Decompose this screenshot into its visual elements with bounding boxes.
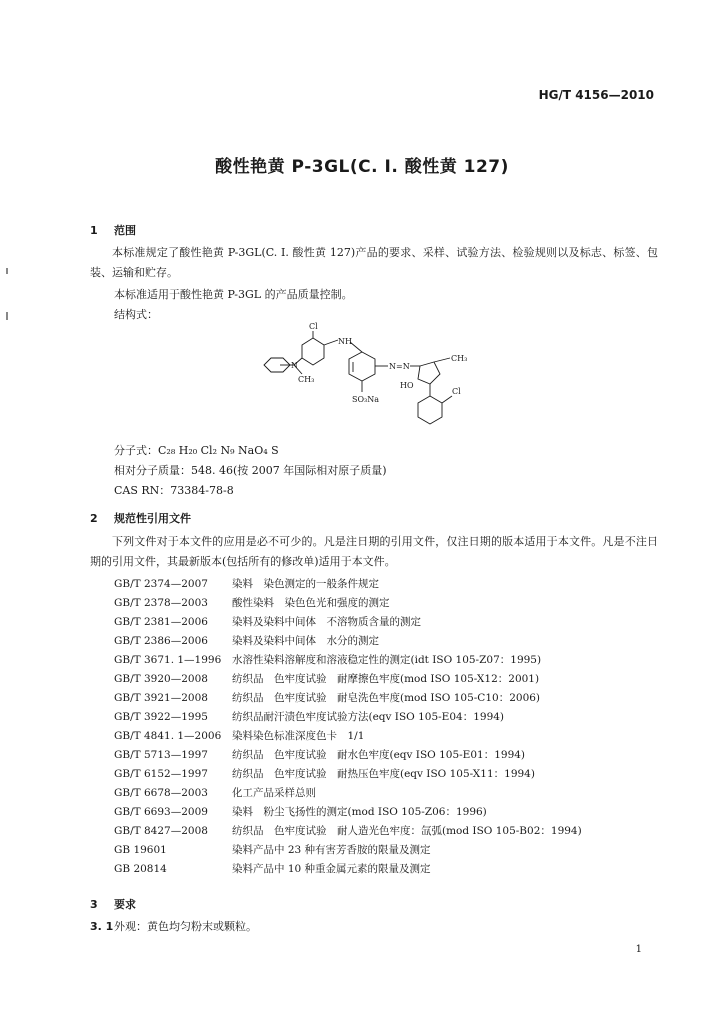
reference-code: GB/T 4841. 1—2006	[114, 730, 222, 742]
section-3-number: 3	[90, 898, 98, 911]
molecular-formula: 分子式：C₂₈ H₂₀ Cl₂ N₉ NaO₄ S	[114, 444, 279, 457]
reference-code: GB/T 3671. 1—1996	[114, 654, 222, 666]
reference-row	[114, 766, 535, 781]
reference-title: 化工产品采样总则	[232, 787, 316, 799]
ch3-left-label: CH₃	[298, 375, 315, 384]
benzene-ring-bottom	[418, 396, 442, 424]
azo-label: N=N	[389, 362, 410, 371]
reference-code: GB/T 2386—2006	[114, 635, 208, 647]
section-3-heading	[90, 896, 136, 912]
triazine-ring	[302, 338, 324, 365]
reference-row	[114, 671, 539, 686]
reference-code: GB/T 8427—2008	[114, 825, 208, 837]
reference-row	[114, 576, 379, 591]
section-2-title: 规范性引用文件	[114, 512, 191, 525]
molecular-mass: 相对分子质量：548. 46(按 2007 年国际相对原子质量)	[114, 464, 387, 477]
reference-row	[114, 747, 525, 762]
reference-title: 染料 染色测定的一般条件规定	[232, 578, 379, 590]
ho-label: HO	[400, 381, 414, 390]
reference-title: 染料及染料中间体 不溶物质含量的测定	[232, 616, 421, 628]
section-1-heading	[90, 222, 136, 238]
reference-title: 纺织品 色牢度试验 耐摩擦色牢度(mod ISO 105-X12：2001)	[232, 673, 540, 685]
margin-mark	[6, 268, 8, 274]
section-1-number: 1	[90, 224, 98, 237]
structure-label: 结构式：	[114, 308, 158, 321]
reference-title: 染料染色标准深度色卡 1/1	[232, 730, 365, 742]
cas-number: CAS RN：73384-78-8	[114, 484, 234, 497]
clause-3-1	[90, 918, 257, 934]
cl-top-label: Cl	[309, 322, 318, 331]
section-3-title: 要求	[114, 898, 136, 911]
reference-code: GB/T 3922—1995	[114, 711, 208, 723]
reference-row	[114, 804, 487, 819]
reference-code: GB/T 2381—2006	[114, 616, 208, 628]
reference-title: 染料产品中 23 种有害芳香胺的限量及测定	[232, 844, 431, 856]
clause-3-1-text: 外观：黄色均匀粉末或颗粒。	[114, 920, 257, 933]
standard-code: HG/T 4156—2010	[538, 88, 654, 102]
reference-code: GB/T 3921—2008	[114, 692, 208, 704]
nh-label: NH	[338, 337, 352, 346]
reference-title: 纺织品 色牢度试验 耐皂洗色牢度(mod ISO 105-C10：2006)	[232, 692, 541, 704]
section-2-heading	[90, 510, 191, 526]
ch3-right-label: CH₃	[451, 354, 468, 363]
reference-code: GB/T 6152—1997	[114, 768, 208, 780]
reference-row	[114, 785, 316, 800]
reference-title: 染料及染料中间体 水分的测定	[232, 635, 379, 647]
page-number: 1	[635, 944, 642, 955]
reference-title: 纺织品 色牢度试验 耐人造光色牢度：氙弧(mod ISO 105-B02：1994)	[232, 825, 582, 837]
reference-code: GB/T 3920—2008	[114, 673, 208, 685]
reference-row	[114, 842, 431, 857]
section-2-number: 2	[90, 512, 98, 525]
reference-title: 染料产品中 10 种重金属元素的限量及测定	[232, 863, 431, 875]
so3na-label: SO₃Na	[352, 395, 380, 404]
reference-row	[114, 614, 421, 629]
reference-row	[114, 595, 390, 610]
reference-code: GB/T 5713—1997	[114, 749, 208, 761]
margin-mark	[6, 312, 8, 320]
reference-row	[114, 690, 540, 705]
scope-paragraph: 本标准规定了酸性艳黄 P-3GL(C. I. 酸性黄 127)产品的要求、采样、试验方法、检验规则以及标志、标签、包装、运输和贮存。	[90, 246, 658, 279]
reference-title: 纺织品 色牢度试验 耐水色牢度(eqv ISO 105-E01：1994)	[232, 749, 526, 761]
reference-code: GB/T 6693—2009	[114, 806, 208, 818]
reference-row	[114, 861, 431, 876]
reference-code: GB 20814	[114, 863, 167, 875]
reference-code: GB/T 2378—2003	[114, 597, 208, 609]
reference-title: 酸性染料 染色色光和强度的测定	[232, 597, 390, 609]
reference-row	[114, 709, 504, 724]
reference-row	[114, 633, 379, 648]
reference-title: 纺织品 色牢度试验 耐热压色牢度(eqv ISO 105-X11：1994)	[232, 768, 535, 780]
pyrazole-ring	[418, 362, 440, 384]
reference-title: 水溶性染料溶解度和溶液稳定性的测定(idt ISO 105-Z07：1995)	[232, 654, 542, 666]
reference-code: GB/T 6678—2003	[114, 787, 208, 799]
reference-code: GB/T 2374—2007	[114, 578, 208, 590]
clause-3-1-number: 3. 1	[90, 920, 114, 933]
structural-formula	[258, 322, 488, 442]
reference-title: 纺织品耐汗渍色牢度试验方法(eqv ISO 105-E04：1994)	[232, 711, 505, 723]
document-title: 酸性艳黄 P-3GL(C. I. 酸性黄 127)	[215, 157, 509, 177]
n-label: N	[291, 361, 298, 370]
reference-row	[114, 728, 364, 743]
applicability-paragraph: 本标准适用于酸性艳黄 P-3GL 的产品质量控制。	[114, 288, 353, 301]
reference-title: 染料 粉尘飞扬性的测定(mod ISO 105-Z06：1996)	[232, 806, 487, 818]
reference-row	[114, 823, 582, 838]
section-1-title: 范围	[114, 224, 136, 237]
cl-bottom-label: Cl	[452, 387, 461, 396]
reference-code: GB 19601	[114, 844, 167, 856]
reference-row	[114, 652, 541, 667]
references-intro: 下列文件对于本文件的应用是必不可少的。凡是注日期的引用文件，仅注日期的版本适用于本文件。凡是不注日期的引用文件，其最新版本(包括所有的修改单)适用于本文件。	[90, 535, 658, 568]
